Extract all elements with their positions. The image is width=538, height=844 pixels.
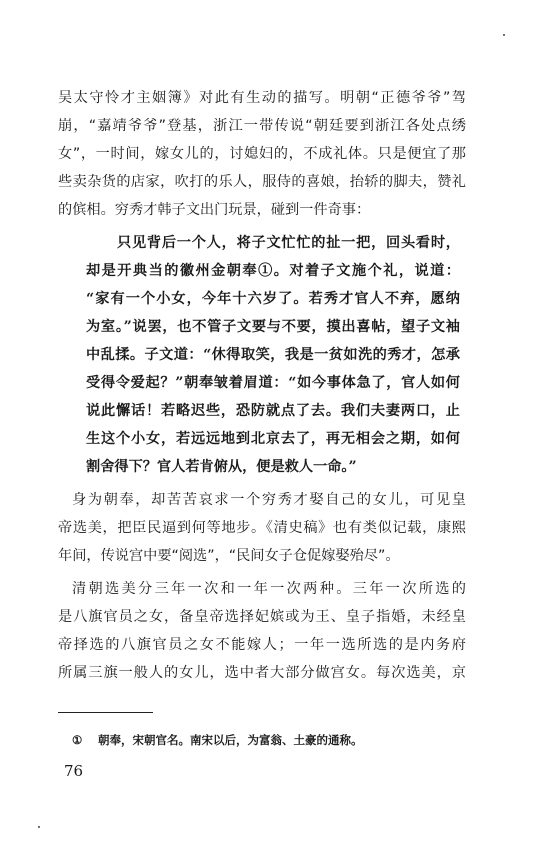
body-line: 崩，“嘉靖爷爷”登基，浙江一带传说“朝廷要到浙江各处点绣 (58, 118, 466, 134)
body-line: 吴太守怜才主姻簿》对此有生动的描写。明朝“正德爷爷”驾 (58, 90, 466, 106)
footnote-rule (58, 712, 153, 713)
body-line: 身为朝奉，却苦苦哀求一个穷秀才娶自己的女儿，可见皇 (72, 492, 466, 508)
body-line: 年间，传说宫中要“阅选”，“民间女子仓促嫁娶殆尽”。 (58, 548, 400, 564)
page-number: 76 (64, 762, 84, 780)
quote-line: 受得令爱起？”朝奉皱着眉道：“如今事体急了，官人如何 (86, 375, 460, 391)
body-line: 的傧相。穷秀才韩子文出门玩景，碰到一件奇事： (58, 202, 371, 218)
quote-line: 只见背后一个人，将子文忙忙的扯一把，回头看时， (117, 235, 460, 251)
quote-line: 中乱揉。子文道：“休得取笑，我是一贫如洗的秀才，怎承 (86, 347, 460, 363)
quote-line: 生这个小女，若远远地到北京去了，再无相会之期，如何 (86, 431, 460, 447)
footnote-text: 朝奉，宋朝官名。南宋以后，为富翁、土豪的通称。 (98, 733, 363, 747)
scan-speck (38, 826, 40, 828)
body-line: 是八旗官员之女，备皇帝选择妃嫔或为王、皇子指婚，未经皇 (58, 609, 466, 625)
body-line: 女”，一时间，嫁女儿的，讨媳妇的，不成礼体。只是便宜了那 (58, 146, 466, 162)
footnote-mark: ① (72, 733, 83, 747)
body-line: 帝择选的八旗官员之女不能嫁人；一年一选所选的是内务府 (58, 637, 466, 653)
quote-line: 说此懈话！若略迟些，恐防就点了去。我们夫妻两口，止 (86, 403, 460, 419)
quote-line: 割舍得下？官人若肯俯从，便是救人一命。” (86, 459, 357, 475)
footnote (72, 732, 363, 748)
quote-line: 为室。”说罢，也不管子文要与不要，摸出喜帖，望子文袖 (86, 319, 460, 335)
scan-speck (503, 34, 505, 36)
body-line: 些卖杂货的店家，吹打的乐人，服侍的喜娘，抬轿的脚夫，赞礼 (58, 174, 466, 190)
quote-line: “家有一个小女，今年十六岁了。若秀才官人不弃，愿纳 (86, 291, 460, 307)
quote-line: 却是开典当的徽州金朝奉①。对着子文施个礼，说道： (86, 263, 460, 279)
body-line: 帝选美，把臣民逼到何等地步。《清史稿》也有类似记载，康熙 (58, 520, 466, 536)
body-line: 清朝选美分三年一次和一年一次两种。三年一次所选的 (72, 581, 466, 597)
body-line: 所属三旗一般人的女儿，选中者大部分做宫女。每次选美，京 (58, 665, 466, 681)
